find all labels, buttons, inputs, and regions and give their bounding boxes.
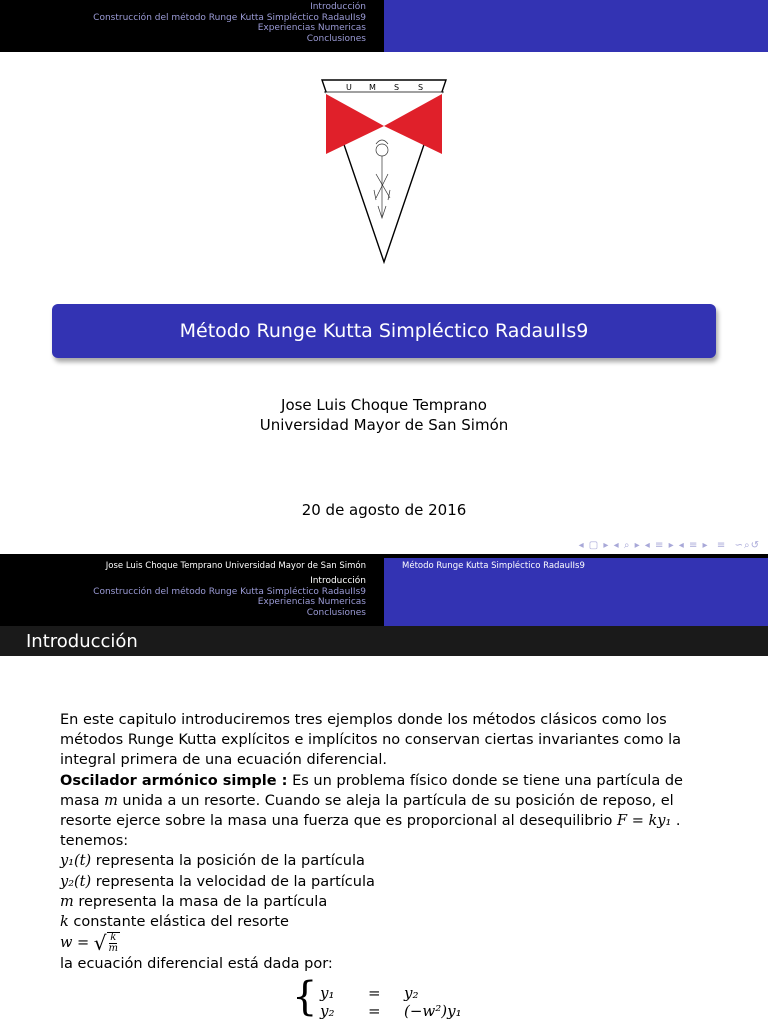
footer-title: Método Runge Kutta Simpléctico RadauIIs9 [384,558,768,574]
item-text: representa la posición de la partícula [91,853,365,870]
item-symbol: y₂(t) [60,873,92,890]
intro-paragraph: En este capitulo introduciremos tres ejemplos donde los métodos clásicos como los métodos Runge Kutta explícitos e implícitos no conservan ciertas invariantes como la integral primera de una ecuación diferencial. [60,712,682,769]
nav-construccion[interactable]: Construcción del método Runge Kutta Simpléctico RadauIIs9 [93,12,366,23]
header-bar-2 [0,574,768,626]
oscillator-text-1: Es un problema físico donde se tiene una partícula de masa [60,772,683,809]
item-symbol: k [60,914,69,931]
oscillator-label: Oscilador armónico simple : [60,772,288,789]
equation-row [320,1002,500,1020]
nav-introduccion[interactable]: Introducción [310,2,366,12]
nav-conclusiones[interactable]: Conclusiones [306,33,366,44]
list-item [60,851,720,871]
item-text: constante elástica del resorte [68,914,289,931]
nav-introduccion[interactable]: Introducción [310,576,366,586]
list-item [60,892,720,912]
university-logo [320,78,448,264]
presentation-date: 20 de agosto de 2016 [301,501,467,519]
equation-rhs: y₂ [404,984,419,1002]
list-item [60,912,720,932]
oscillator-mass-symbol: m [104,792,118,809]
presentation-title: Método Runge Kutta Simpléctico RadauIIs9 [179,320,589,342]
slide-body [60,710,720,974]
nav-experiencias[interactable]: Experiencias Numericas [257,597,366,607]
tenemos-text: tenemos: [60,833,129,850]
oscillator-text-3: . [671,813,681,830]
header-bar [0,0,768,52]
header-right-panel-2 [384,574,768,626]
omega-formula [60,932,720,954]
oscillator-text-2: unida a un resorte. Cuando se aleja la partícula de su posición de reposo, el resorte ejerce sobre la masa una fuerza que es proporcional al desequilibrio [60,792,674,830]
item-symbol: m [60,893,74,910]
nav-construccion[interactable]: Construcción del método Runge Kutta Simpléctico RadauIIs9 [93,586,366,597]
nav-experiencias[interactable]: Experiencias Numericas [257,23,366,33]
system-brace: { [292,974,318,1020]
sqrt-expression: √ $\frac{k}{m}$ [93,931,119,956]
equation-rhs: (−w²)y₁ [404,1002,462,1020]
frame-title-bar [0,626,768,656]
equation-lhs: y₁ [320,984,335,1002]
item-text: representa la velocidad de la partícula [91,873,375,890]
equation-op: = [368,984,381,1002]
sqrt-numerator: k [110,932,117,944]
section-navigation [0,0,384,52]
oscillator-force: F = ky₁ [617,813,672,830]
institution-name: Universidad Mayor de San Simón [259,416,509,434]
item-text: representa la masa de la partícula [73,893,328,910]
logo-letter-s2: S [418,83,424,92]
omega-lhs: w = [60,935,90,952]
header-right-panel [384,0,768,52]
beamer-navigation-symbols[interactable]: ◂ ▢ ▸ ◂ ⌕ ▸ ◂ ≡ ▸ ◂ ≡ ▸ ≡ ∽⌕↺ [578,540,760,551]
footer-author: Jose Luis Choque Temprano Universidad Mayor de San Simón [0,558,384,574]
equation-op: = [368,1002,381,1020]
logo-letter-u: U [346,83,352,92]
list-item [60,872,720,892]
logo-letter-s: S [394,83,400,92]
sqrt-denominator: m [108,943,119,955]
footer-strip [0,558,768,574]
equation-intro: la ecuación diferencial está dada por: [60,956,333,973]
equation-lhs: y₂ [320,1002,335,1020]
presentation-title-box [52,304,716,358]
introduction-slide [0,558,768,1024]
item-symbol: y₁(t) [60,853,92,870]
equation-row [320,984,500,1002]
nav-conclusiones[interactable]: Conclusiones [306,607,366,618]
oscillator-paragraph [60,771,720,832]
author-name: Jose Luis Choque Temprano [281,396,487,414]
section-navigation-2 [0,574,384,626]
frame-title: Introducción [26,630,138,652]
logo-letter-m: M [369,83,376,92]
